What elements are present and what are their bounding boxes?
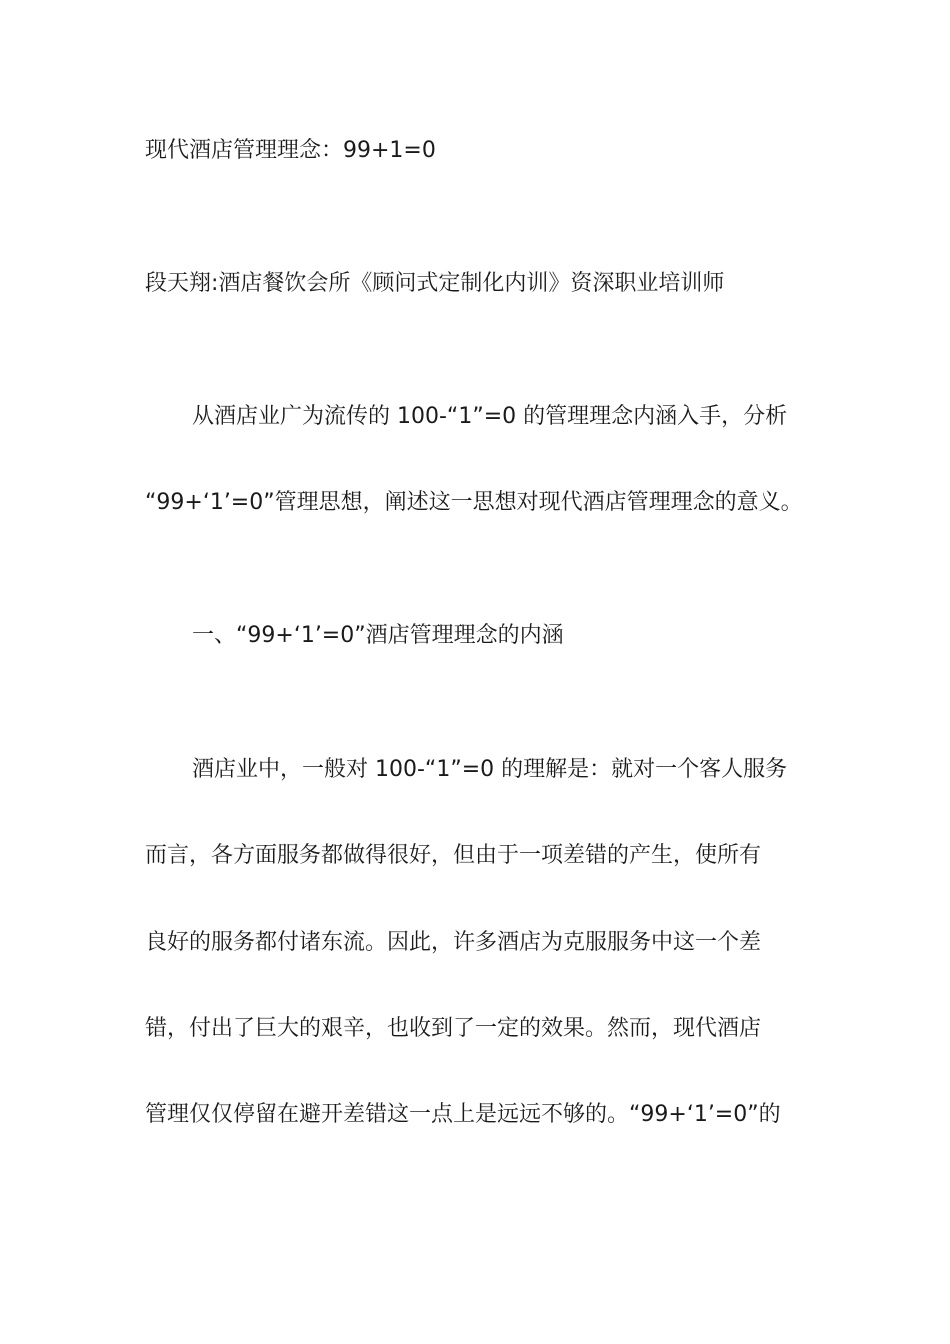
document-title: 现代酒店管理理念：99+1=0 <box>145 138 436 163</box>
body-line-4: 错，付出了巨大的艰辛，也收到了一定的效果。然而，现代酒店 <box>145 1016 762 1041</box>
body-line-5: 管理仅仅停留在避开差错这一点上是远远不够的。“99+‘1’=0”的 <box>145 1102 781 1127</box>
intro-line-2: “99+‘1’=0”管理思想，阐述这一思想对现代酒店管理理念的意义。 <box>145 490 803 515</box>
body-line-3: 良好的服务都付诸东流。因此，许多酒店为克服服务中这一个差 <box>145 930 762 955</box>
body-line-2: 而言，各方面服务都做得很好，但由于一项差错的产生，使所有 <box>145 843 762 868</box>
intro-line-1: 从酒店业广为流传的 100-“1”=0 的管理理念内涵入手，分析 <box>192 404 788 429</box>
section-heading: 一、“99+‘1’=0”酒店管理理念的内涵 <box>192 623 564 648</box>
body-line-1: 酒店业中，一般对 100-“1”=0 的理解是：就对一个客人服务 <box>192 757 788 782</box>
author-line: 段天翔:酒店餐饮会所《顾问式定制化内训》资深职业培训师 <box>145 271 725 296</box>
